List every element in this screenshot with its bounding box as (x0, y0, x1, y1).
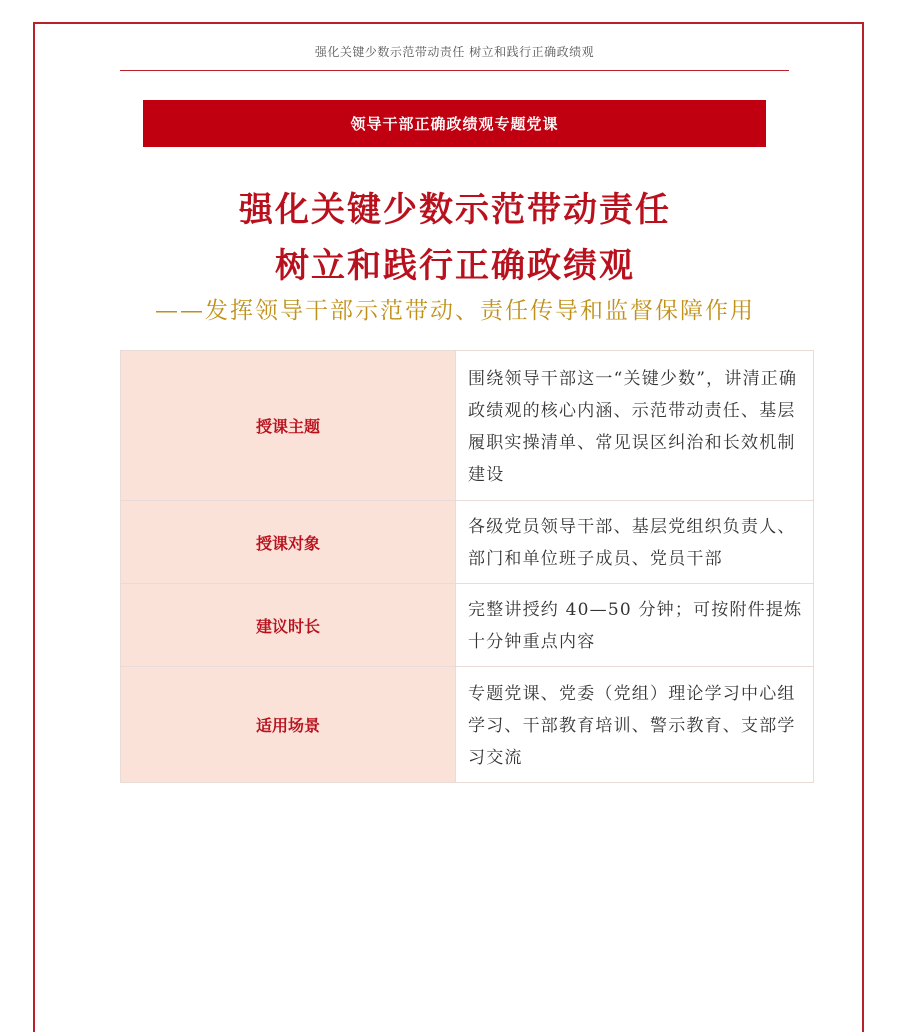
row-value-scenario: 专题党课、党委（党组）理论学习中心组学习、干部教育培训、警示教育、支部学习交流 (456, 667, 814, 783)
row-label-duration: 建议时长 (121, 584, 456, 667)
course-banner-label: 领导干部正确政绩观专题党课 (350, 115, 559, 133)
header-rule (120, 70, 789, 71)
row-label-topic: 授课主题 (121, 351, 456, 501)
page-subtitle: ——发挥领导干部示范带动、责任传导和监督保障作用 (155, 298, 755, 324)
row-label-scenario: 适用场景 (121, 667, 456, 783)
row-value-topic: 围绕领导干部这一“关键少数”，讲清正确政绩观的核心内涵、示范带动责任、基层履职实操清单、常见误区纠治和长效机制建设 (456, 351, 814, 501)
table-row (121, 584, 814, 667)
page-title-line-2: 树立和践行正确政绩观 (275, 246, 635, 286)
row-value-audience: 各级党员领导干部、基层党组织负责人、部门和单位班子成员、党员干部 (456, 501, 814, 584)
table-row (121, 501, 814, 584)
table-row (121, 667, 814, 783)
table-row (121, 351, 814, 501)
course-banner (143, 100, 766, 147)
running-header: 强化关键少数示范带动责任 树立和践行正确政绩观 (314, 45, 595, 59)
course-info-table (120, 350, 814, 783)
row-value-duration: 完整讲授约 40—50 分钟；可按附件提炼十分钟重点内容 (456, 584, 814, 667)
row-label-audience: 授课对象 (121, 501, 456, 584)
page-title-line-1: 强化关键少数示范带动责任 (239, 190, 671, 230)
